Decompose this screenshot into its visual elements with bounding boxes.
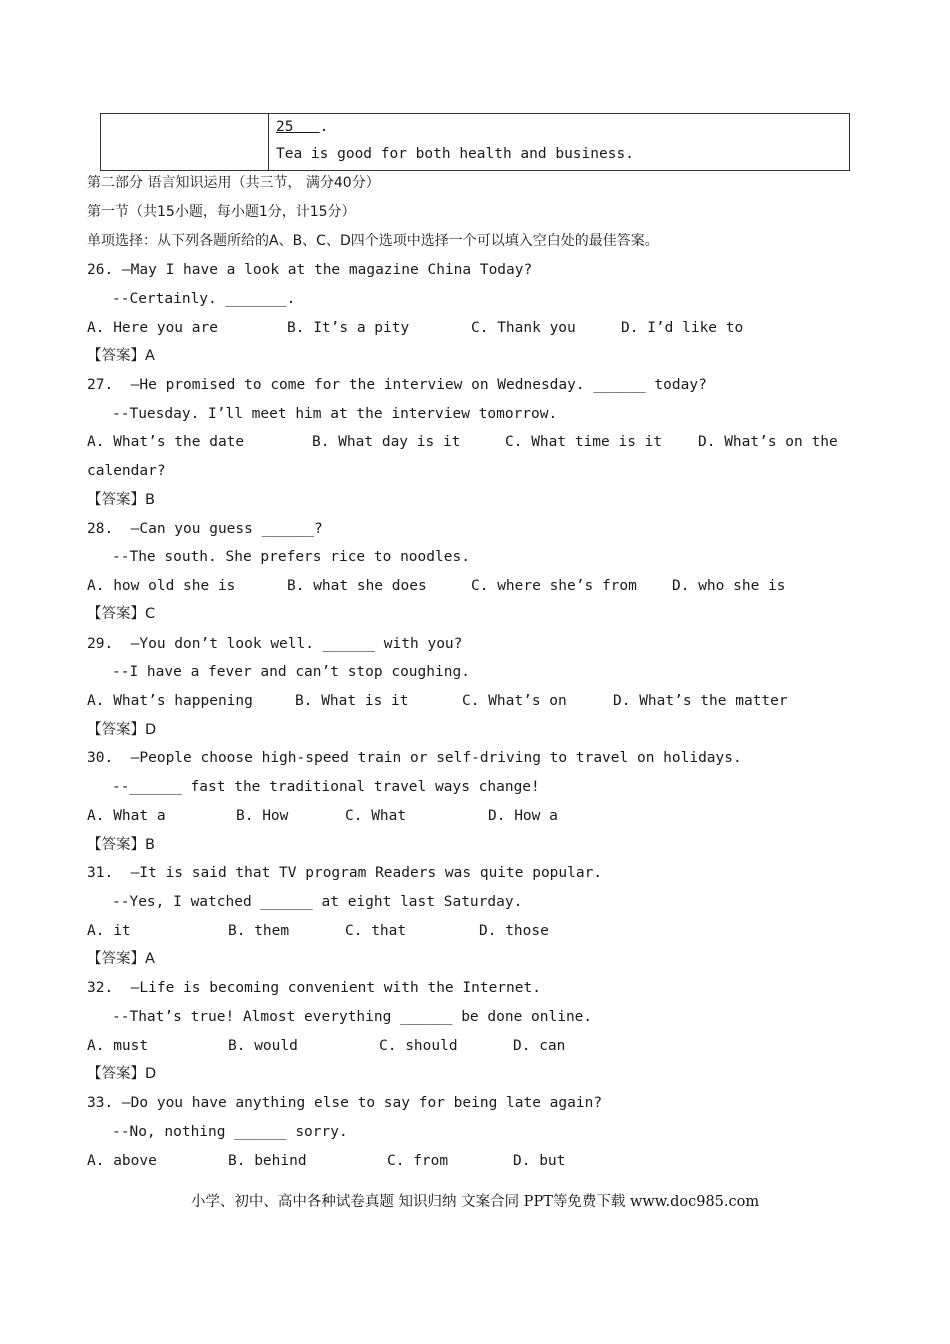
blank-number: 25 — [276, 119, 294, 135]
option-30-a: A. What a — [87, 808, 166, 824]
option-27-d-continued: calendar? — [87, 463, 166, 479]
table-row-2: Tea is good for both health and business. — [276, 146, 634, 162]
question-26: 26. –May I have a look at the magazine China Today? — [87, 262, 533, 278]
option-32-c: C. should — [379, 1038, 458, 1054]
option-29-b: B. What is it — [295, 693, 409, 709]
question-33: 33. –Do you have anything else to say for being late again? — [87, 1095, 603, 1111]
option-27-b: B. What day is it — [312, 434, 461, 450]
answer-28: 【答案】C — [87, 606, 156, 622]
answer-31: 【答案】A — [87, 951, 155, 967]
option-32-d: D. can — [513, 1038, 566, 1054]
answer-32: 【答案】D — [87, 1066, 157, 1082]
question-30: 30. –People choose high-speed train or self-driving to travel on holidays. — [87, 750, 742, 766]
option-33-a: A. above — [87, 1153, 157, 1169]
answer-26: 【答案】A — [87, 348, 155, 364]
answer-27: 【答案】B — [87, 492, 155, 508]
page-footer: 小学、初中、高中各种试卷真题 知识归纳 文案合同 PPT等免费下载 www.doc985.com — [190, 1194, 760, 1210]
response-31: --Yes, I watched ______ at eight last Saturday. — [112, 894, 523, 910]
question-27: 27. –He promised to come for the interview on Wednesday. ______ today? — [87, 377, 707, 393]
option-28-a: A. how old she is — [87, 578, 236, 594]
response-29: --I have a fever and can’t stop coughing. — [112, 664, 470, 680]
option-28-d: D. who she is — [672, 578, 786, 594]
option-26-c: C. Thank you — [471, 320, 576, 336]
option-32-b: B. would — [228, 1038, 298, 1054]
section-instructions: 单项选择：从下列各题所给的A、B、C、D四个选项中选择一个可以填入空白处的最佳答案。 — [87, 233, 659, 249]
option-31-a: A. it — [87, 923, 131, 939]
question-28: 28. –Can you guess ______? — [87, 521, 323, 537]
answer-table — [100, 113, 850, 171]
option-29-d: D. What’s the matter — [613, 693, 788, 709]
option-33-d: D. but — [513, 1153, 566, 1169]
answer-29: 【答案】D — [87, 722, 157, 738]
blank-period: . — [319, 119, 329, 135]
option-26-a: A. Here you are — [87, 320, 218, 336]
response-26: --Certainly. _______. — [112, 291, 296, 307]
section-sub-heading: 第一节（共15小题，每小题1分，计15分） — [87, 204, 356, 220]
option-30-c: C. What — [345, 808, 407, 824]
response-33: --No, nothing ______ sorry. — [112, 1124, 348, 1140]
option-30-d: D. How a — [488, 808, 558, 824]
table-row-1 — [276, 117, 328, 137]
blank-line — [293, 119, 319, 135]
question-32: 32. –Life is becoming convenient with the Internet. — [87, 980, 541, 996]
response-30: --______ fast the traditional travel ways change! — [112, 779, 540, 795]
response-27: --Tuesday. I’ll meet him at the interview tomorrow. — [112, 406, 558, 422]
option-26-d: D. I’d like to — [621, 320, 744, 336]
response-28: --The south. She prefers rice to noodles. — [112, 549, 470, 565]
option-26-b: B. It’s a pity — [287, 320, 410, 336]
option-31-c: C. that — [345, 923, 407, 939]
option-29-c: C. What’s on — [462, 693, 567, 709]
question-29: 29. –You don’t look well. ______ with you? — [87, 636, 463, 652]
option-31-b: B. them — [228, 923, 290, 939]
option-28-c: C. where she’s from — [471, 578, 637, 594]
option-33-b: B. behind — [228, 1153, 307, 1169]
option-33-c: C. from — [387, 1153, 449, 1169]
option-27-d: D. What’s on the — [698, 434, 838, 450]
option-29-a: A. What’s happening — [87, 693, 253, 709]
answer-30: 【答案】B — [87, 837, 155, 853]
option-32-a: A. must — [87, 1038, 149, 1054]
option-31-d: D. those — [479, 923, 549, 939]
section-part-heading: 第二部分 语言知识运用（共三节， 满分40分） — [87, 175, 380, 191]
table-divider — [268, 114, 269, 170]
option-27-c: C. What time is it — [505, 434, 663, 450]
question-31: 31. –It is said that TV program Readers was quite popular. — [87, 865, 603, 881]
option-28-b: B. what she does — [287, 578, 427, 594]
option-27-a: A. What’s the date — [87, 434, 245, 450]
option-30-b: B. How — [236, 808, 289, 824]
response-32: --That’s true! Almost everything ______ be done online. — [112, 1009, 593, 1025]
